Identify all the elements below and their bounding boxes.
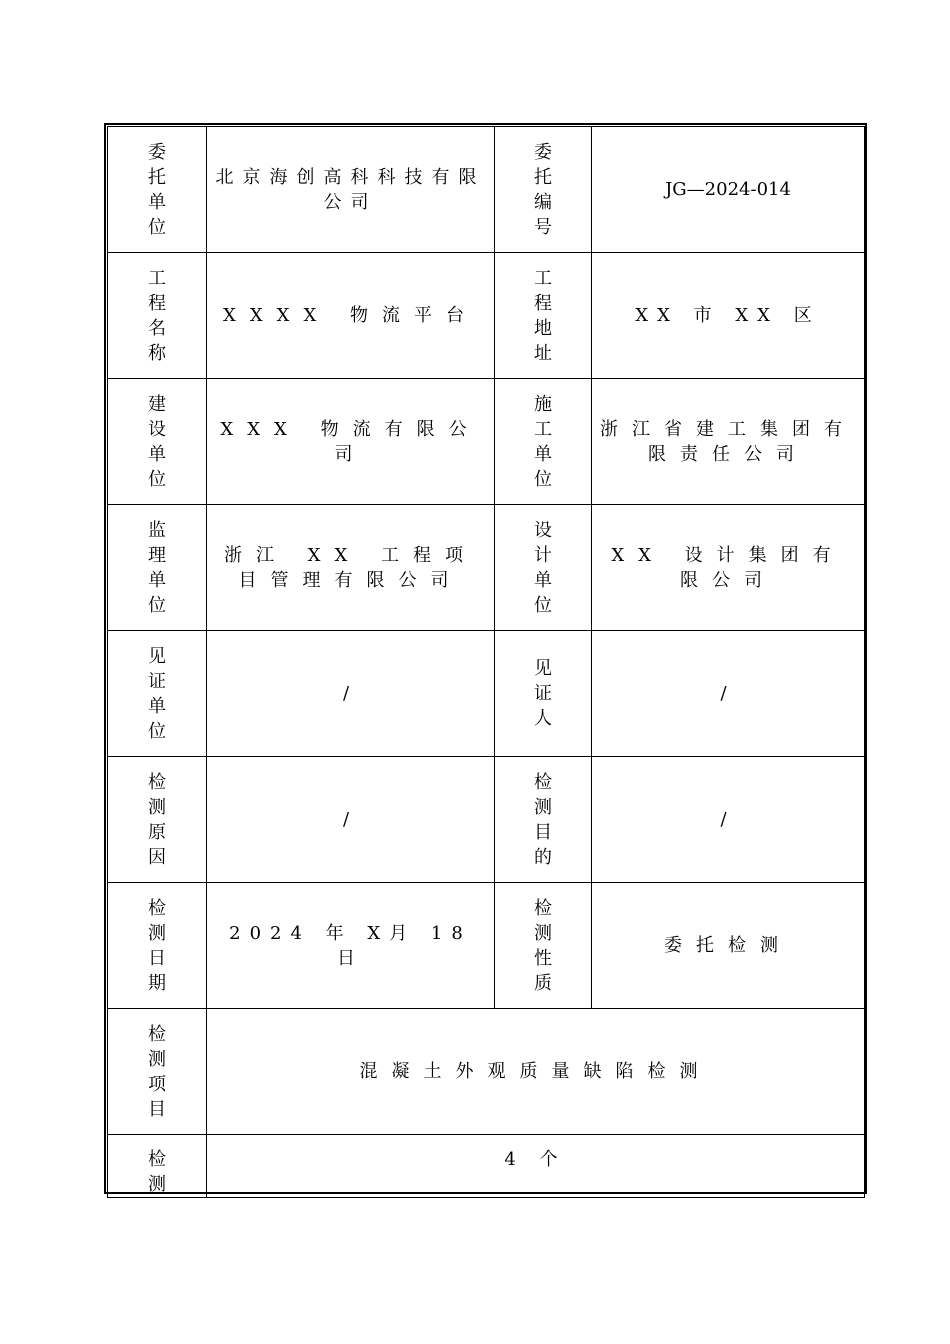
label-cell: [108, 1135, 207, 1198]
label-cell: [108, 379, 207, 505]
table-row: [108, 379, 865, 505]
value-cell: [592, 253, 865, 379]
value-cell: [207, 631, 495, 757]
inspection-nature-value: 委托检测: [664, 935, 792, 956]
witness-person-value: /: [720, 683, 736, 704]
label-cell: [495, 883, 592, 1009]
table-row: [108, 631, 865, 757]
value-cell: [207, 127, 495, 253]
value-cell: [592, 757, 865, 883]
supervisor-value: 浙江 XX 工程项目管理有限公司: [223, 544, 478, 591]
client-unit-value: 北京海创高科科技有限公司: [215, 166, 486, 213]
inspection-date-label: 检测日期: [148, 897, 166, 994]
inspection-date-value: 2024 年 X月 18 日: [229, 922, 472, 969]
value-cell: [592, 379, 865, 505]
inspection-nature-label: 检测性质: [534, 897, 552, 994]
commission-no-value: JG—2024-014: [665, 179, 791, 200]
inspection-reason-label: 检测原因: [148, 771, 166, 868]
label-cell: [495, 505, 592, 631]
label-cell: [108, 253, 207, 379]
label-cell: [495, 757, 592, 883]
project-address-label: 工程地址: [534, 267, 552, 364]
label-cell: [108, 631, 207, 757]
value-cell: [592, 631, 865, 757]
construction-owner-value: XXX 物流有限公司: [220, 418, 481, 465]
table-row: [108, 883, 865, 1009]
table-row: [108, 253, 865, 379]
project-name-value: XXXX 物流平台: [223, 305, 478, 326]
supervisor-label: 监理单位: [148, 519, 166, 616]
label-cell: [495, 631, 592, 757]
inspection-purpose-label: 检测目的: [534, 771, 552, 868]
table-row: [108, 1009, 865, 1135]
label-cell: [108, 505, 207, 631]
label-cell: [108, 883, 207, 1009]
value-cell: [207, 505, 495, 631]
value-cell: [207, 379, 495, 505]
label-cell: [495, 127, 592, 253]
label-cell: [108, 1009, 207, 1135]
witness-unit-label: 见证单位: [148, 645, 166, 742]
value-cell: [207, 883, 495, 1009]
value-cell: [207, 253, 495, 379]
inspection-item-value: 混凝土外观质量缺陷检测: [359, 1061, 712, 1082]
label-cell: [108, 757, 207, 883]
table-row: [108, 505, 865, 631]
contractor-label: 施工单位: [534, 393, 552, 490]
commission-no-label: 委托编号: [534, 141, 552, 238]
inspection-reason-value: /: [342, 809, 359, 830]
value-cell: [207, 1135, 865, 1198]
inspection-item-label: 检测项目: [148, 1023, 166, 1120]
table-row: [108, 757, 865, 883]
contractor-value: 浙江省建工集团有限责任公司: [600, 418, 856, 465]
client-unit-label: 委托单位: [148, 141, 166, 238]
label-cell: [495, 253, 592, 379]
inspection-count-value: 4 个: [504, 1149, 567, 1170]
value-cell: [592, 505, 865, 631]
label-cell: [495, 379, 592, 505]
designer-value: XX 设计集团有限公司: [611, 544, 845, 591]
witness-unit-value: /: [342, 683, 359, 704]
value-cell: [592, 127, 865, 253]
inspection-count-label: 检测: [148, 1149, 166, 1195]
witness-person-label: 见证人: [534, 658, 552, 729]
label-cell: [108, 127, 207, 253]
project-name-label: 工程名称: [148, 267, 166, 364]
value-cell: [207, 757, 495, 883]
value-cell: [592, 883, 865, 1009]
table-row: [108, 1135, 865, 1198]
inspection-purpose-value: /: [720, 809, 736, 830]
designer-label: 设计单位: [534, 519, 552, 616]
table-row: [108, 127, 865, 253]
project-address-value: XX 市 XX 区: [635, 305, 821, 326]
value-cell: [207, 1009, 865, 1135]
construction-owner-label: 建设单位: [148, 393, 166, 490]
inspection-info-table: [107, 126, 865, 1198]
